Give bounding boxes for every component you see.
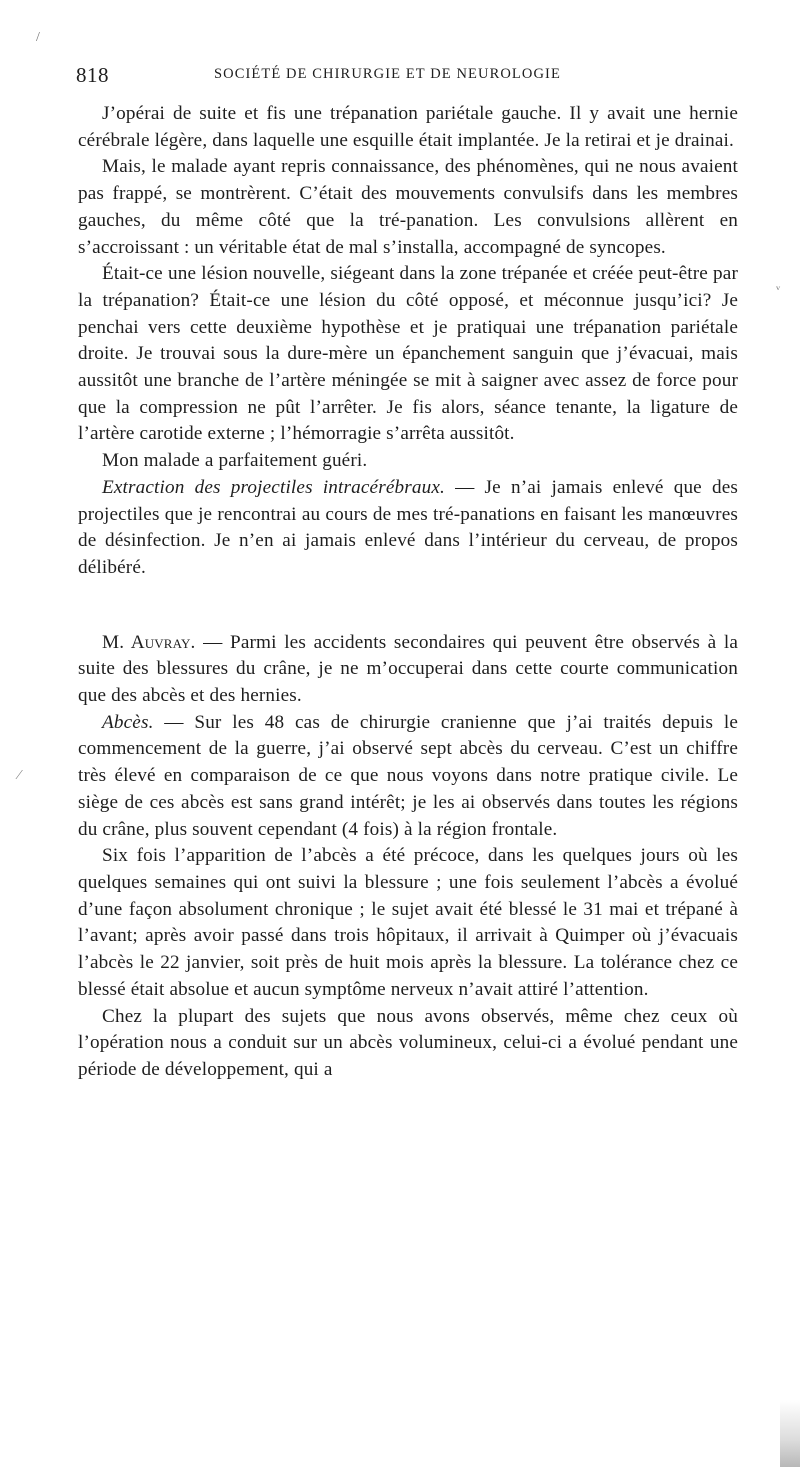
- margin-mark: /: [36, 30, 40, 45]
- section-heading-extraction: Extraction des projectiles intracérébraux.: [102, 476, 445, 498]
- paragraph: Était-ce une lésion nouvelle, siégeant dans la zone trépanée et créée peut-être par la trépanation? Était-ce une lésion du côté opposé, et méconnue jusqu’ici? Je penchai vers cette deuxième hypothèse et je pratiquai une trépanation pariétale droite. Je trouvai sous la dure-mère un épanchement sanguin que j’évacuai, mais aussitôt une branche de l’artère méningée se mit à saigner avec assez de force pour que la compression ne pût l’arrêter. Je fis alors, séance tenante, la ligature de l’artère carotide externe ; l’hémorragie s’arrêta aussitôt.: [78, 263, 738, 445]
- body-text: [78, 101, 738, 1084]
- paragraph-text: — Sur les 48 cas de chirurgie cranienne que j’ai traités depuis le commencement de la guerre, j’ai observé sept abcès du cerveau. C’est un chiffre très élevé en comparaison de ce que nous voyons dans notre pratique civile. Le siège de ces abcès est sans grand intérêt; je les ai observés dans toutes les régions du crâne, plus souvent cependant (4 fois) à la région frontale.: [78, 711, 738, 840]
- paragraph: Mais, le malade ayant repris connaissance, des phénomènes, qui ne nous avaient pas frappé, se montrèrent. C’était des mouvements convulsifs dans les membres gauches, du même côté que la tré-panation. Les convulsions allèrent en s’accroissant : un véritable état de mal s’installa, accompagné de syncopes.: [78, 156, 738, 258]
- speaker-name: M. Auvray.: [102, 631, 196, 653]
- paragraph: Chez la plupart des sujets que nous avons observés, même chez ceux où l’opération nous a conduit sur un abcès volumineux, celui-ci a évolué pendant une période de développement, qui a: [78, 1005, 738, 1080]
- paragraph: J’opérai de suite et fis une trépanation pariétale gauche. Il y avait une hernie cérébrale légère, dans laquelle une esquille était implantée. Je la retirai et je drainai.: [78, 103, 738, 151]
- paragraph: Six fois l’apparition de l’abcès a été précoce, dans les quelques jours où les quelques semaines qui ont suivi la blessure ; une fois seulement l’abcès a évolué d’une façon absolument chronique ; le sujet avait été blessé le 31 mai et trépané à l’avant; après avoir passé dans trois hôpitaux, il arrivait à Quimper où j’évacuais l’abcès le 22 janvier, soit près de huit mois après la blessure. La tolérance chez ce blessé était absolue et aucun symptôme nerveux n’avait attiré l’attention.: [78, 845, 738, 1000]
- journal-title: SOCIÉTÉ DE CHIRURGIE ET DE NEUROLOGIE: [214, 66, 561, 82]
- margin-mark: ⁄: [18, 768, 21, 783]
- paragraph: Mon malade a parfaitement guéri.: [102, 450, 368, 472]
- paragraph-text: — Parmi les accidents secondaires qui peuvent être observés à la suite des blessures du crâne, je ne m’occuperai dans cette courte communication que des abcès et des hernies.: [78, 631, 739, 707]
- page-edge-shadow: [780, 1400, 800, 1467]
- margin-mark: ᵥ: [776, 278, 781, 293]
- section-gap: [78, 582, 738, 630]
- running-header: [76, 63, 738, 89]
- paragraph-auvray: [78, 630, 738, 710]
- paragraph-text: — Je n’ai jamais enlevé que des projectiles que je rencontrai au cours de mes tré-panations en faisant les manœuvres de désinfection. Je n’en ai jamais enlevé dans l’intérieur du cerveau, de propos délibéré.: [78, 476, 738, 578]
- page-number: 818: [76, 63, 109, 87]
- section-heading-abces: Abcès.: [102, 711, 154, 733]
- paragraph-extraction: [78, 475, 738, 582]
- paragraph-abces: [78, 710, 738, 844]
